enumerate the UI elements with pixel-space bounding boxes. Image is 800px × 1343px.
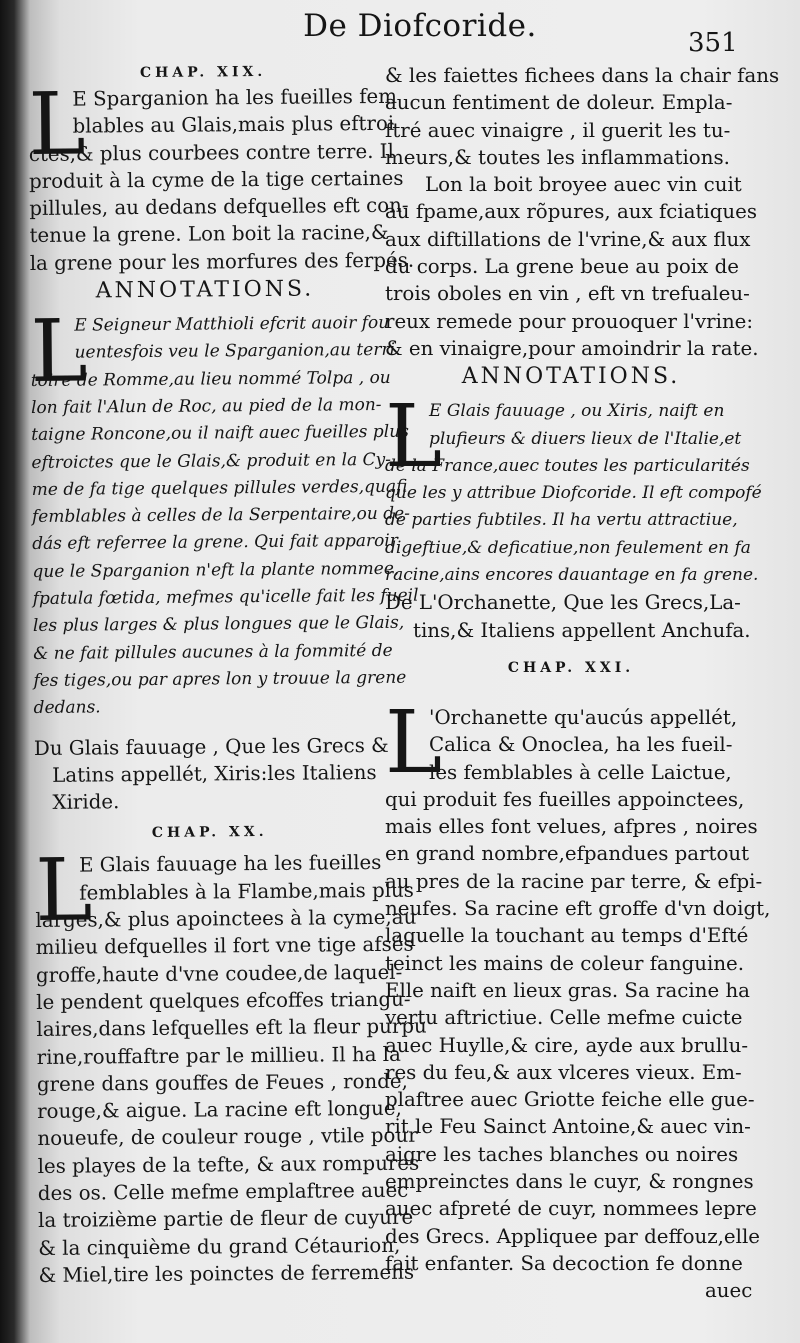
text-line: Xiride. bbox=[52, 790, 120, 814]
text-line: des Grecs. Appliquee par deffouz,elle bbox=[385, 1224, 760, 1248]
chapter-21-heading: CHAP. XXI. bbox=[507, 659, 635, 676]
drop-cap-letter: L bbox=[385, 387, 443, 488]
text-line: femblables à la Flambe,mais plus bbox=[79, 878, 414, 905]
drop-cap-letter: L bbox=[385, 692, 443, 793]
text-line: blables au Glais,mais plus eftroi bbox=[72, 112, 395, 138]
text-line: E Sparganion ha les fueilles fem bbox=[72, 84, 398, 111]
text-line: eftroictes que le Glais,& produit en la Cy- bbox=[31, 449, 392, 473]
chapter-20-text bbox=[34, 840, 427, 1289]
text-line: rit le Feu Sainct Antoine,& auec vin- bbox=[385, 1115, 751, 1139]
text-line: dedans. bbox=[33, 697, 101, 719]
text-line: que les y attribue Diofcoride. Il eft compofé bbox=[385, 483, 762, 504]
text-line: au fpame,aux rõpures, aux fciatiques bbox=[385, 200, 758, 224]
text-line: taigne Roncone,ou il naift auec fueilles plus bbox=[31, 421, 409, 446]
text-line: noueufe, de couleur rouge , vtile pour bbox=[37, 1124, 418, 1151]
text-line: au pres de la racine par terre, & efpi- bbox=[385, 869, 763, 893]
text-line: des os. Celle mefme emplaftree auec bbox=[37, 1178, 409, 1205]
text-line: reux remede pour prouoquer l'vrine: bbox=[385, 309, 754, 333]
annotation-text bbox=[385, 387, 762, 589]
text-line: la grene pour les morfures des ferpés. bbox=[29, 248, 415, 275]
text-line: neufes. Sa racine eft groffe d'vn doigt, bbox=[385, 897, 771, 921]
text-line: E Glais fauuage ha les fueilles bbox=[78, 851, 382, 878]
text-line: laquelle la touchant au temps d'Efté bbox=[385, 924, 749, 948]
text-line: E Seigneur Matthioli efcrit auoir fou bbox=[74, 312, 390, 336]
text-line: Du Glais fauuage , Que les Grecs & bbox=[33, 733, 389, 760]
catchword: auec bbox=[705, 1279, 753, 1303]
text-line: rine,rouffaftre par le millieu. Il ha la bbox=[36, 1042, 401, 1069]
chapter-21-text bbox=[385, 692, 771, 1305]
drop-cap-letter: L bbox=[28, 74, 87, 175]
text-line: & les faiettes fichees dans la chair fans bbox=[385, 64, 780, 87]
text-line: mais elles font velues, afpres , noires bbox=[385, 815, 758, 839]
section-heading-orchanette bbox=[385, 589, 757, 644]
text-line: lon fait l'Alun de Roc, au pied de la mon- bbox=[30, 394, 382, 418]
chapter-19-heading: CHAP. XIX. bbox=[139, 63, 267, 82]
text-line: femblables à celles de la Serpentaire,ou de- bbox=[31, 503, 410, 528]
text-line: trois oboles en vin , eft vn trefualeu- bbox=[385, 282, 750, 306]
text-line: les femblables à celle Laictue, bbox=[429, 760, 732, 784]
text-line: auec afpreté de cuyr, nommees lepre bbox=[385, 1197, 757, 1221]
text-line: milieu defquelles il fort vne tige afsés bbox=[35, 932, 414, 960]
annotation-text bbox=[30, 301, 419, 722]
text-line: tins,& Italiens appellent Anchufa. bbox=[413, 618, 751, 642]
text-line: fes tiges,ou par apres lon y trouue la grene bbox=[33, 667, 407, 691]
text-line: 'Orchanette qu'aucús appellét, bbox=[429, 705, 738, 729]
text-line: groffe,haute d'vne coudee,de laquel- bbox=[35, 960, 403, 987]
section-heading-glais bbox=[33, 731, 389, 816]
text-line: & ne fait pillules aucunes à la fommité de bbox=[33, 640, 393, 664]
text-line: ftré auec vinaigre , il guerit les tu- bbox=[385, 118, 731, 142]
text-line: aucun fentiment de doleur. Empla- bbox=[385, 91, 733, 115]
text-line: teinct les mains de coleur fanguine. bbox=[385, 951, 745, 975]
text-line: meurs,& toutes les inflammations. bbox=[385, 145, 730, 169]
text-line: les playes de la tefte, & aux rompures bbox=[37, 1151, 420, 1178]
chapter-19-text bbox=[28, 74, 415, 277]
text-line: fpatula fœtida, mefmes qu'icelle fait les fueil bbox=[32, 585, 419, 610]
annotations-heading: ANNOTATIONS. bbox=[461, 364, 681, 390]
text-line: vertu aftrictiue. Celle mefme cuicte bbox=[385, 1006, 743, 1030]
text-line: larges,& plus apoinctees à la cyme,au bbox=[35, 905, 417, 932]
text-line: dás eft referree la grene. Qui fait apparoir bbox=[32, 531, 398, 555]
text-line: rouge,& aigue. La racine eft longue, bbox=[37, 1096, 402, 1124]
text-line: me de fa tige quelques pillules verdes,quafi bbox=[31, 476, 408, 500]
drop-cap-letter: L bbox=[34, 840, 93, 942]
text-line: que le Sparganion n'eft la plante nommee, bbox=[32, 558, 400, 582]
text-line: la troizième partie de fleur de cuyure bbox=[38, 1205, 414, 1233]
text-line: le pendent quelques efcoffes triangu- bbox=[36, 987, 411, 1014]
text-line: grene dans gouffes de Feues , ronde, bbox=[36, 1069, 408, 1096]
text-line: tenue la grene. Lon boit la racine,& bbox=[29, 221, 389, 248]
text-line: De L'Orchanette, Que les Grecs,La- bbox=[385, 591, 741, 615]
text-line: en grand nombre,efpandues partout bbox=[385, 842, 750, 866]
text-line: E Glais fauuage , ou Xiris, naift en bbox=[429, 401, 725, 422]
chapter-20-continuation bbox=[385, 62, 780, 362]
text-line: uentesfois veu le Sparganion,au terri bbox=[74, 340, 396, 363]
text-line: & Miel,tire les poinctes de ferremens bbox=[38, 1260, 415, 1287]
text-line: laires,dans lefquelles eft la fleur purpu bbox=[36, 1014, 427, 1042]
text-line: Latins appellét, Xiris:les Italiens bbox=[52, 760, 377, 787]
text-line: les plus larges & plus longues que le Glais, bbox=[32, 613, 405, 637]
text-line: produit à la cyme de la tige certaines bbox=[28, 166, 404, 193]
text-line: de la France,auec toutes les particularités bbox=[385, 455, 750, 476]
text-line: aux diftillations de l'vrine,& aux flux bbox=[385, 227, 751, 251]
text-line: de parties fubtiles. Il ha vertu attractiue, bbox=[385, 510, 738, 531]
text-line: empreinctes dans le cuyr, & rongnes bbox=[385, 1169, 754, 1193]
text-line: du corps. La grene beue au poix de bbox=[385, 255, 739, 279]
text-line: ctes,& plus courbees contre terre. Il bbox=[28, 139, 394, 166]
page-number: 351 bbox=[688, 28, 738, 58]
annotations-heading: ANNOTATIONS. bbox=[95, 276, 315, 304]
left-column bbox=[28, 59, 427, 1289]
text-line: aigre les taches blanches ou noires bbox=[385, 1142, 739, 1166]
text-line: plufieurs & diuers lieux de l'Italie,et bbox=[429, 428, 742, 449]
text-line: Calica & Onoclea, ha les fueil- bbox=[429, 733, 733, 757]
text-line: Lon la boit broyee auec vin cuit bbox=[425, 173, 742, 197]
drop-cap-letter: L bbox=[30, 301, 89, 403]
chapter-20-heading: CHAP. XX. bbox=[151, 824, 268, 842]
text-line: racine,ains encores dauantage en fa grene. bbox=[385, 565, 759, 586]
text-line: & la cinquième du grand Cétaurion, bbox=[38, 1233, 401, 1260]
right-column bbox=[385, 62, 780, 1304]
text-line: Elle naift en lieux gras. Sa racine ha bbox=[385, 978, 750, 1002]
text-line: res du feu,& aux vlceres vieux. Em- bbox=[385, 1060, 742, 1084]
text-line: pillules, au dedans defquelles eft con- bbox=[29, 193, 409, 221]
text-line: qui produit fes fueilles appoinctees, bbox=[385, 787, 745, 811]
text-line: fait enfanter. Sa decoction fe donne bbox=[385, 1251, 743, 1275]
running-head-title: De Diofcoride. bbox=[303, 8, 537, 44]
text-line: & en vinaigre,pour amoindrir la rate. bbox=[385, 336, 759, 360]
text-line: auec Huylle,& cire, ayde aux brullu- bbox=[385, 1033, 748, 1057]
text-line: toire de Romme,au lieu nommé Tolpa , ou bbox=[30, 367, 391, 391]
text-line: digeftiue,& deficatiue,non feulement en fa bbox=[385, 537, 751, 558]
text-line: plaftree auec Griotte feiche elle gue- bbox=[385, 1088, 755, 1112]
